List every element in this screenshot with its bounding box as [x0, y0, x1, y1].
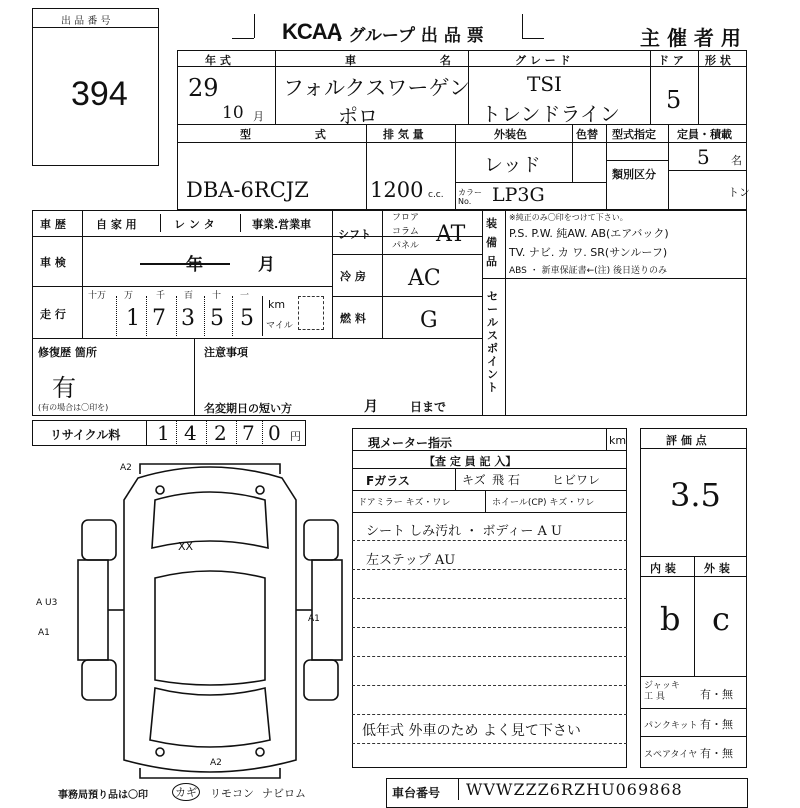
- jack-value: 有・無: [700, 688, 733, 701]
- caution-label: 注意事項: [204, 346, 248, 359]
- mileage-label: 走 行: [40, 308, 66, 321]
- shift-option-column: コラム: [392, 227, 419, 237]
- shift-label: シフト: [338, 228, 371, 241]
- history-label: 車 歴: [40, 218, 66, 231]
- navi-rom-item: ナビロム: [262, 787, 306, 800]
- glass-label: Fガラス: [366, 474, 410, 488]
- capacity-value: 5: [697, 145, 710, 169]
- inspection-year-label: 年: [186, 255, 203, 275]
- meter-label: 現メーター指示: [368, 436, 453, 450]
- shift-value: AT: [436, 222, 466, 247]
- name-change-day: 日まで: [410, 400, 447, 414]
- mileage-digit-1: 5: [240, 306, 254, 331]
- mileage-digit-100: 3: [181, 306, 195, 331]
- displacement-label: 排 気 量: [383, 128, 424, 141]
- month-value: 10: [222, 103, 244, 123]
- name-change-month: 月: [364, 399, 378, 415]
- fuel-label: 燃 料: [340, 312, 366, 325]
- mirror-label: ドアミラー キズ・ワレ: [358, 498, 451, 508]
- model-designation-label: 型式指定: [612, 128, 656, 141]
- ac-value: AC: [408, 266, 441, 291]
- recycle-digit-4: 7: [242, 421, 255, 445]
- chassis-number-value: WVWZZZ6RZHU069868: [466, 780, 683, 799]
- equipment-line2: TV. ナビ. カ ワ. SR(サンルーフ): [509, 246, 668, 259]
- lot-number: 394: [71, 75, 128, 113]
- grade-score: 3.5: [670, 476, 721, 514]
- business-use-option: 事業.営業車: [252, 218, 312, 231]
- color-change-label: 色替: [576, 128, 598, 141]
- glass-option-crack: ヒビワレ: [552, 473, 601, 487]
- recycle-label: リサイクル料: [50, 428, 121, 442]
- glass-option-scratch: キズ: [462, 473, 486, 487]
- capacity-label: 定員・積載: [677, 128, 732, 141]
- spare-tire-value: 有・無: [700, 747, 733, 760]
- keys-item: カギ: [172, 783, 200, 801]
- inspection-month-label: 月: [258, 255, 275, 275]
- lot-label: 出 品 番 号: [61, 16, 111, 27]
- mileage-unit-10k: 万: [124, 291, 134, 301]
- remote-item: リモコン: [210, 787, 254, 800]
- displacement-value: 1200: [370, 178, 424, 202]
- repair-history-value: 有: [52, 374, 76, 402]
- private-use-option: 自 家 用: [96, 218, 137, 231]
- office-items-label: 事務局預り品は〇印: [58, 790, 148, 801]
- equipment-label: 装備品: [486, 217, 497, 268]
- diagram-mark-rear: A2: [210, 758, 222, 768]
- grade-label: グ レ ー ド: [515, 54, 571, 67]
- diagram-mark-right: A1: [308, 614, 320, 624]
- shift-option-floor: フロア: [392, 213, 420, 223]
- note-line-1: シート しみ汚れ ・ ボディー A U: [366, 524, 562, 539]
- sheet-title: . グループ 出 品 票: [336, 26, 484, 46]
- exterior-grade: c: [712, 600, 730, 638]
- name-change-label: 名変期日の短い方: [204, 402, 292, 415]
- mileage-unit-1k: 千: [156, 291, 166, 301]
- mileage-unit-1: 一: [240, 291, 250, 301]
- sponsor-use-label: 主 催 者 用: [640, 26, 741, 50]
- puncture-kit-label: パンクキット: [644, 721, 698, 731]
- model-value: DBA-6RCJZ: [186, 178, 309, 202]
- meter-unit: km: [609, 434, 627, 447]
- model-label: 型 式: [240, 128, 356, 141]
- mileage-digit-10k: 1: [126, 306, 140, 331]
- recycle-digit-3: 2: [214, 421, 227, 445]
- interior-label: 内 装: [650, 562, 676, 575]
- displacement-unit: c.c.: [428, 190, 444, 200]
- puncture-kit-value: 有・無: [700, 718, 733, 731]
- rental-option: レ ン タ: [174, 218, 215, 231]
- shape-label: 形 状: [705, 54, 731, 67]
- ac-label: 冷 房: [340, 270, 366, 283]
- grade-line1: TSI: [527, 72, 562, 96]
- fuel-value: G: [420, 308, 438, 333]
- equipment-line3: ABS ・ 新車保証書←(注) 後日送りのみ: [509, 266, 668, 276]
- chassis-number-label: 車台番号: [392, 786, 441, 800]
- mileage-unit-checkbox[interactable]: [298, 296, 324, 330]
- grade-line2: トレンドライン: [481, 102, 620, 126]
- grade-label: 評 価 点: [666, 434, 707, 447]
- exterior-color-label: 外装色: [494, 128, 527, 141]
- capacity-unit: 名: [731, 154, 742, 167]
- diagram-mark-roof: XX: [178, 540, 194, 553]
- year-value: 29: [188, 74, 219, 102]
- lot-box: [32, 8, 159, 166]
- exterior-color-value: レッド: [484, 154, 541, 176]
- vehicle-name-line2: ポロ: [338, 104, 378, 128]
- recycle-unit: 円: [290, 430, 301, 443]
- exterior-label: 外 装: [704, 562, 730, 575]
- repair-history-note: (有の場合は〇印を): [38, 403, 109, 412]
- diagram-mark-left-step: A U3: [36, 598, 58, 608]
- equipment-line1: P.S. P.W. 純AW. AB(エアバック): [509, 227, 669, 240]
- load-unit: トン: [728, 186, 750, 199]
- spare-tire-label: スペアタイヤ: [644, 750, 698, 760]
- glass-option-chip: 飛 石: [492, 473, 520, 487]
- vehicle-name-label: 車 名: [345, 54, 491, 67]
- vehicle-name-line1: フォルクスワーゲン: [283, 76, 470, 100]
- interior-grade: b: [660, 600, 681, 638]
- shift-option-panel: パネル: [392, 241, 420, 251]
- diagram-mark-front: A2: [120, 463, 132, 473]
- recycle-digit-1: 1: [157, 421, 170, 445]
- year-label: 年 式: [205, 54, 231, 67]
- repair-history-label: 修復歴 箇所: [38, 346, 97, 359]
- inspector-header: 【査 定 員 記 入】: [424, 455, 517, 468]
- note-line-2: 左ステップ AU: [366, 553, 456, 568]
- color-no-value: LP3G: [492, 184, 545, 206]
- note-line-7: 低年式 外車のため よく見て下さい: [362, 723, 581, 739]
- mileage-digit-10: 5: [210, 306, 224, 331]
- category-label: 類別区分: [612, 168, 656, 181]
- mileage-unit-10: 十: [212, 291, 222, 301]
- mileage-mile-label: マイル: [266, 321, 293, 331]
- door-label: ド ア: [658, 54, 684, 67]
- equipment-note: ※純正のみ〇印をつけて下さい。: [509, 213, 628, 222]
- door-value: 5: [666, 86, 682, 114]
- month-unit: 月: [253, 110, 264, 123]
- recycle-digit-5: 0: [268, 421, 281, 445]
- inspection-label: 車 検: [40, 256, 66, 269]
- brand-logo: KCAA: [282, 19, 342, 44]
- diagram-mark-left: A1: [38, 628, 50, 638]
- color-no-label: カラー No.: [458, 188, 482, 206]
- mileage-digit-1k: 7: [152, 306, 166, 331]
- jack-label: ジャッキ 工 具: [644, 681, 680, 702]
- mileage-km-label: km: [268, 298, 286, 311]
- sales-point-label: セールスポイント: [487, 290, 498, 394]
- wheel-label: ホイール(CP) キズ・ワレ: [492, 498, 595, 508]
- mileage-unit-100k: 十万: [88, 291, 107, 301]
- recycle-digit-2: 4: [184, 421, 197, 445]
- mileage-unit-100: 百: [184, 291, 194, 301]
